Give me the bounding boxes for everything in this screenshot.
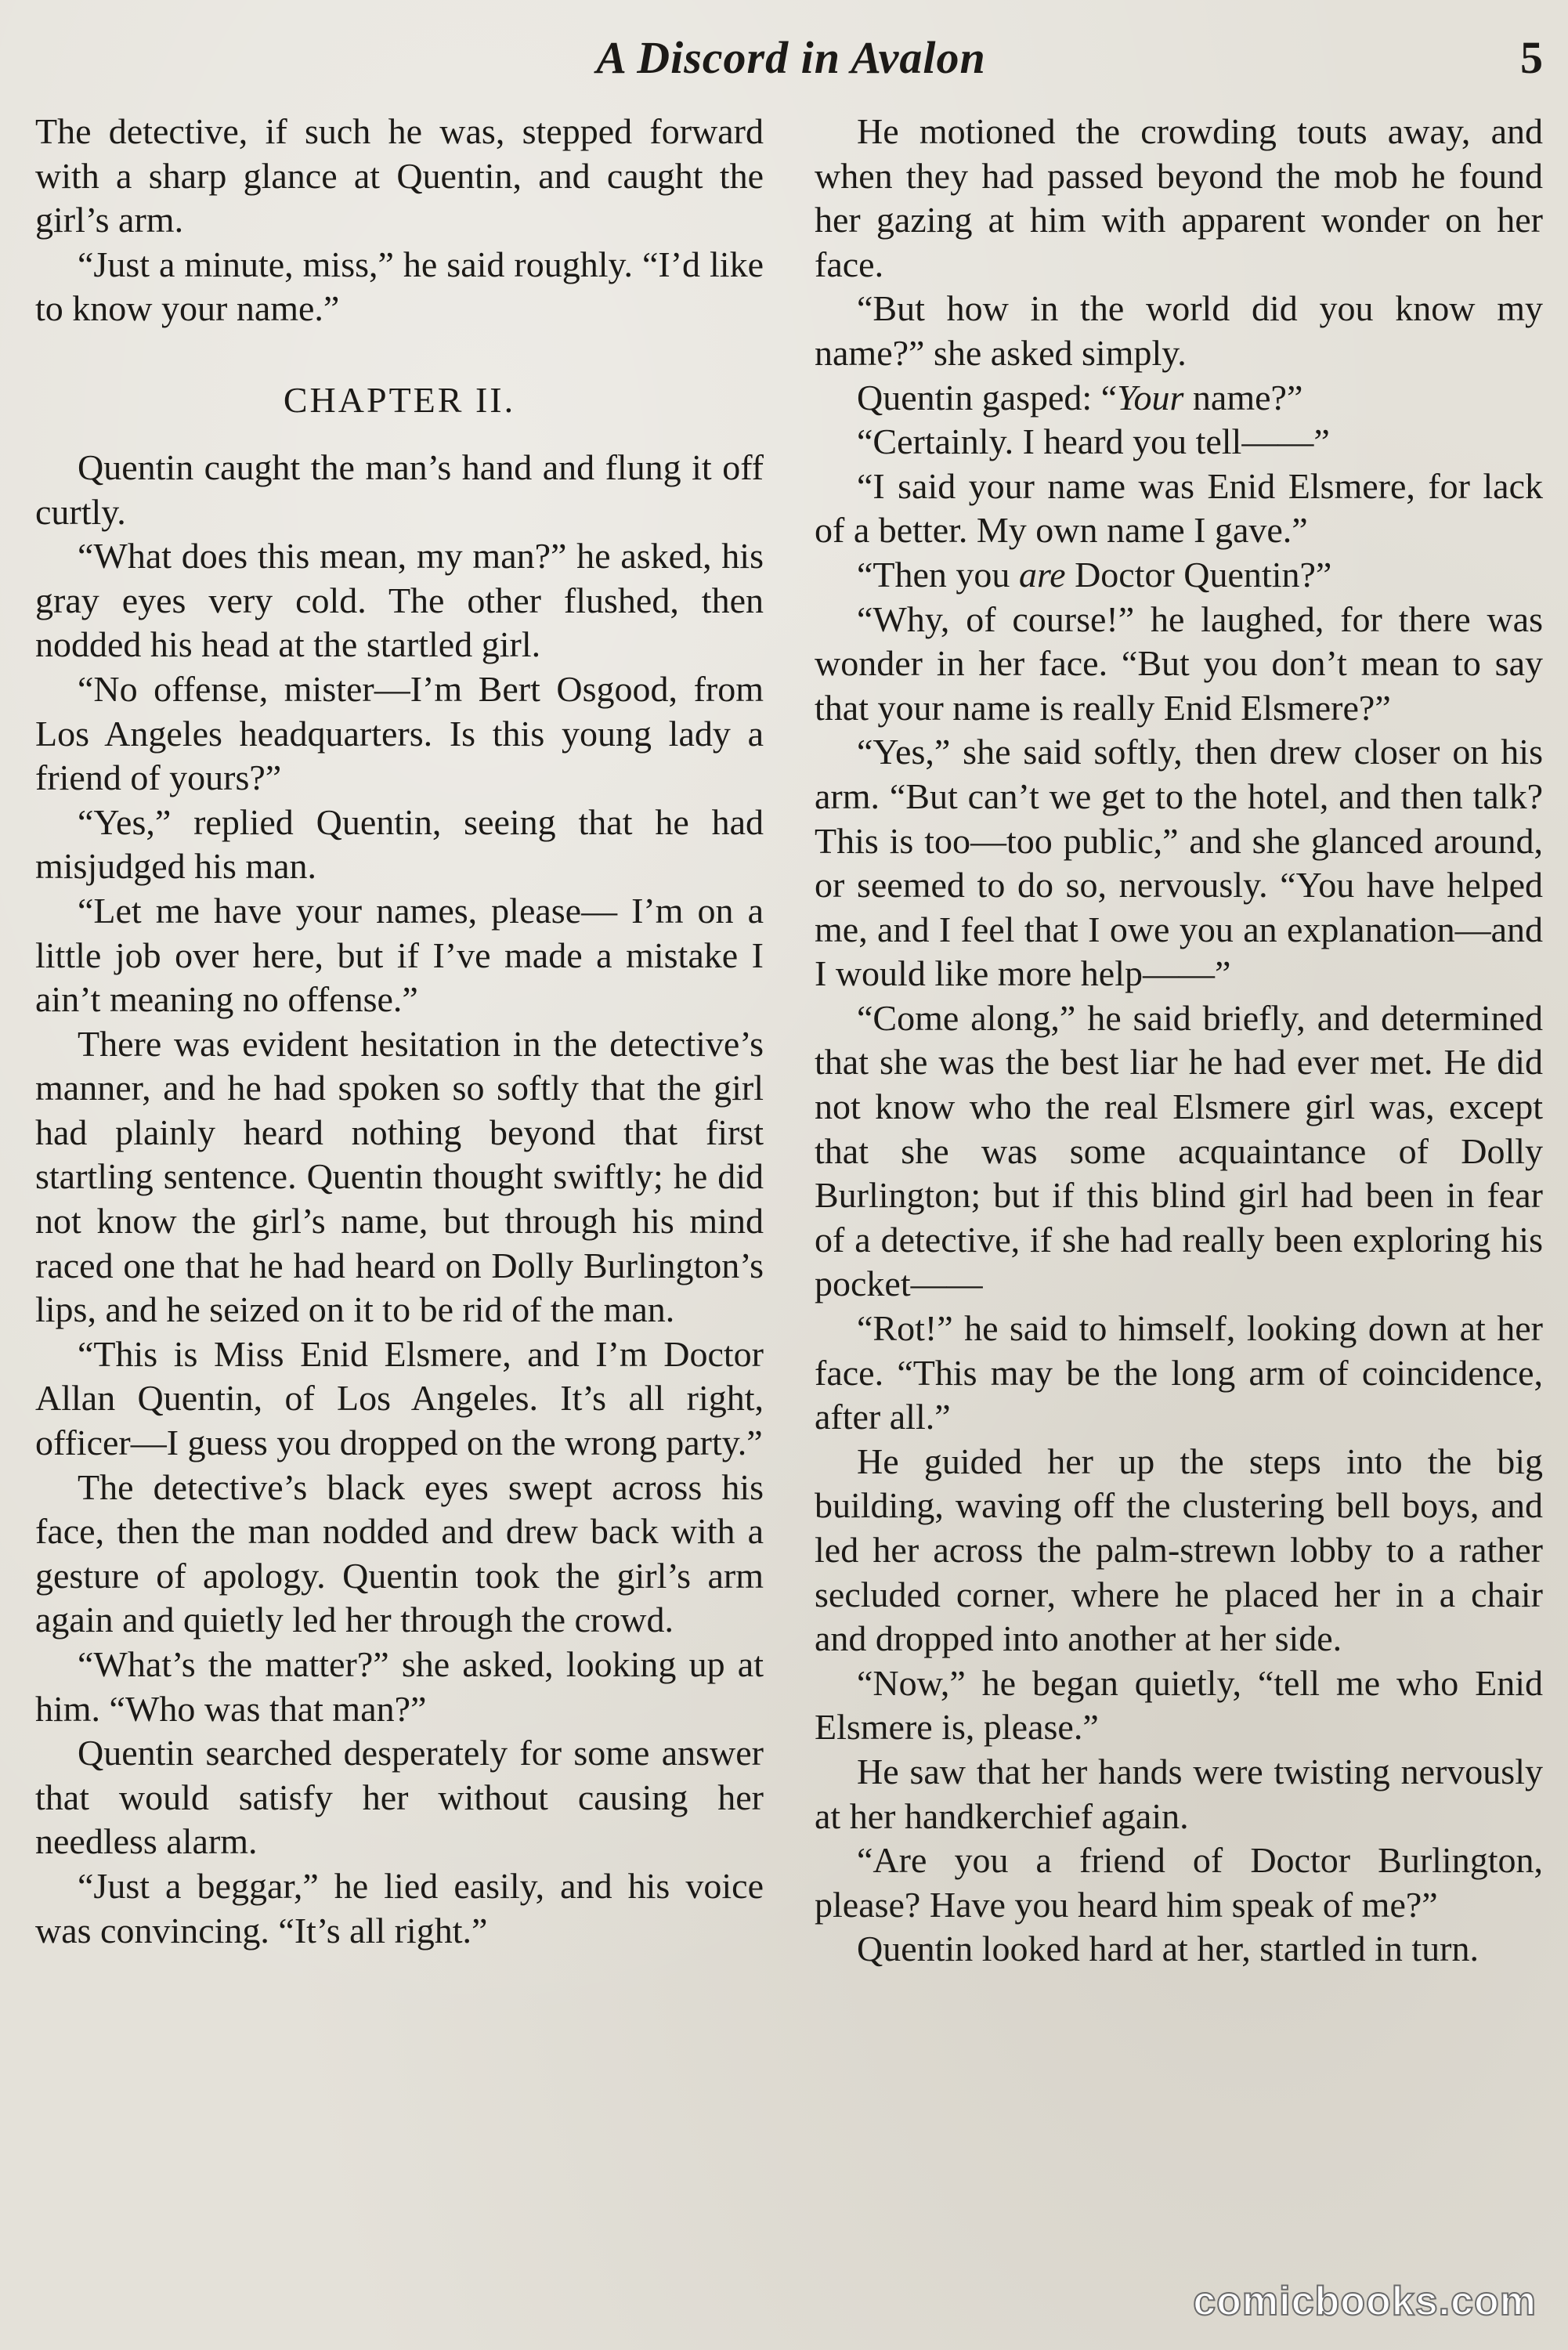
paragraph: “This is Miss Enid Elsmere, and I’m Doctor Allan Quentin, of Los Angeles. It’s all right, officer—I guess you dropped on the wrong party.” [35,1333,764,1463]
paragraph: Quentin searched desperately for some answer that would satisfy her without causing her needless alarm. [35,1733,764,1862]
watermark-logo: comicbooks.com [1193,2279,1537,2324]
paragraph: “Why, of course!” he laughed, for there was wonder in her face. “But you don’t mean to say that your name is really Enid Elsmere?” [815,598,1543,728]
text-run: Doctor Quentin?” [1065,554,1332,595]
paragraph: “Yes,” replied Quentin, seeing that he had misjudged his man. [35,801,764,887]
emphasis: Your [1117,377,1184,418]
paragraph: “Just a beggar,” he lied easily, and his voice was convincing. “It’s all right.” [35,1865,764,1950]
text-run: Quentin gasped: “ [857,377,1118,418]
chapter-heading: CHAPTER II. [283,379,516,420]
paragraph: “No offense, mister—I’m Bert Osgood, from Los Angeles headquarters. Is this young lady a friend of yours?” [35,668,764,798]
paragraph: “Are you a friend of Doctor Burlington, please? Have you heard him speak of me?” [815,1840,1543,1925]
paragraph: “Rot!” he said to himself, looking down at her face. “This may be the long arm of coincidence, after all.” [815,1308,1543,1437]
paragraph: “What does this mean, my man?” he asked, his gray eyes very cold. The other flushed, then nodded his head at the startled girl. [35,536,764,665]
paragraph: Quentin looked hard at her, startled in turn. [857,1929,1479,1969]
paragraph: “Yes,” she said softly, then drew closer on his arm. “But can’t we get to the hotel, and then talk? This is too—too public,” and she glanced around, or seemed to do so, nervously. “You have helped me, and I feel that I owe you an explanation—and I would like more help——” [815,732,1543,994]
text-run: name?” [1183,377,1303,418]
paragraph: “Now,” he began quietly, “tell me who Enid Elsmere is, please.” [815,1662,1543,1748]
paragraph: The detective’s black eyes swept across his face, then the man nodded and drew back with a gesture of apology. Quentin took the girl’s arm again and quietly led her through the crowd. [35,1466,764,1640]
story-title: A Discord in Avalon [596,32,986,83]
paragraph: He guided her up the steps into the big building, waving off the clustering bell boys, and led her across the palm-strewn lobby to a rather secluded corner, where he placed her in a chair and dropped into another at her side. [815,1441,1543,1659]
paragraph: “Come along,” he said briefly, and determined that she was the best liar he had ever met. He did not know who the real Elsmere girl was, except that she was some acquaintance of Dolly Burlington; but if this blind girl had been in fear of a detective, if she had really been exploring his pocket—— [815,997,1543,1304]
paragraph: “Certainly. I heard you tell——” [857,421,1330,462]
right-column [815,110,1543,1972]
paragraph: Quentin caught the man’s hand and flung it off curtly. [35,446,764,532]
paragraph: He motioned the crowding touts away, and when they had passed beyond the mob he found her gazing at him with apparent wonder on her face. [815,111,1543,284]
running-header [31,24,1551,94]
paragraph: The detective, if such he was, stepped forward with a sharp glance at Quentin, and caught the girl’s arm. [35,111,764,240]
paragraph [815,553,1543,598]
text-run: “Then you [857,554,1019,595]
paragraph: He saw that her hands were twisting nervously at her handkerchief again. [815,1751,1543,1836]
paragraph: “What’s the matter?” she asked, looking up at him. “Who was that man?” [35,1644,764,1729]
emphasis: are [1018,554,1066,595]
paragraph: There was evident hesitation in the detective’s manner, and he had spoken so softly that the girl had plainly heard nothing beyond that first startling sentence. Quentin thought swiftly; he did not know the girl’s name, but through his mind raced one that he had heard on Dolly Burlington’s lips, and he seized on it to be rid of the man. [35,1023,764,1330]
page-number: 5 [1520,32,1543,83]
paragraph [815,376,1543,421]
paragraph: “But how in the world did you know my name?” she asked simply. [815,288,1543,373]
left-column [35,110,764,1953]
paragraph: “Just a minute, miss,” he said roughly. “I’d like to know your name.” [35,244,764,329]
paragraph: “I said your name was Enid Elsmere, for lack of a better. My own name I gave.” [815,465,1543,551]
paragraph: “Let me have your names, please— I’m on a little job over here, but if I’ve made a mistake I ain’t meaning no offense.” [35,890,764,1020]
